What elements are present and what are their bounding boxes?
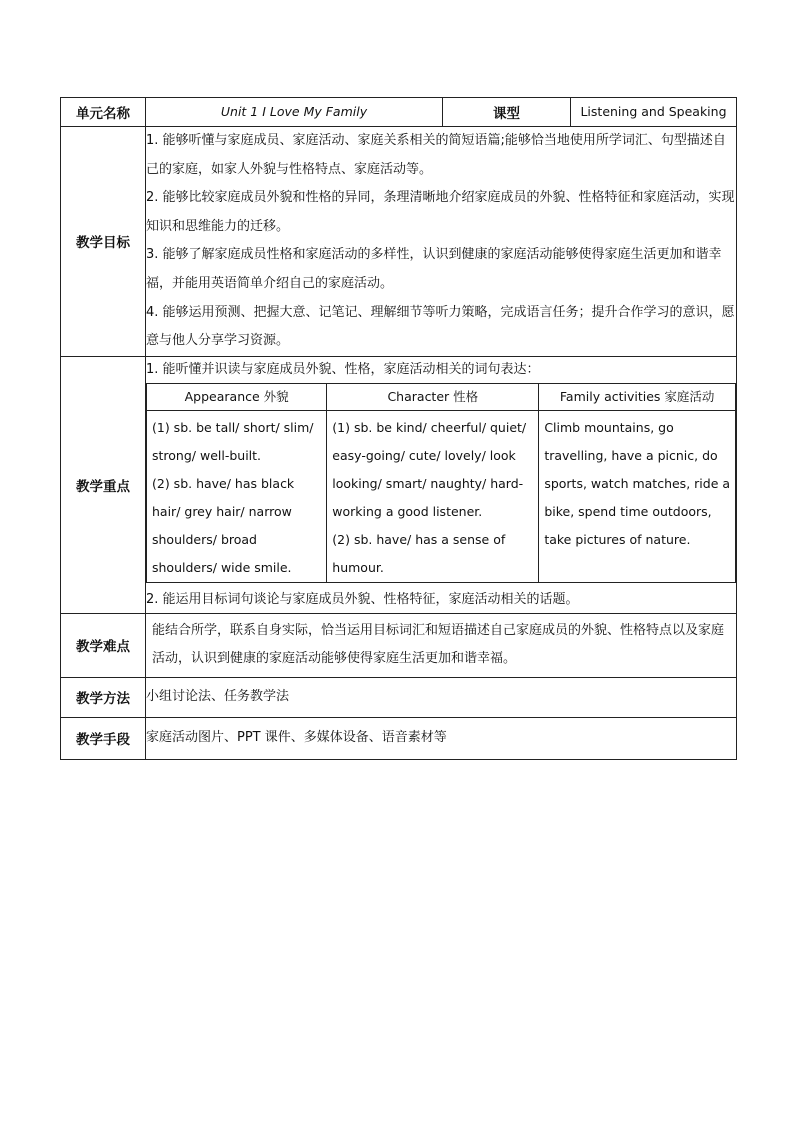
objectives-label: 教学目标 [61,127,146,357]
vocabulary-header-row [147,383,736,410]
objective-item: 3. 能够了解家庭成员性格和家庭活动的多样性，认识到健康的家庭活动能够使得家庭生活更加和谐幸福，并能用英语简单介绍自己的家庭活动。 [146,247,722,291]
vocabulary-body-row [147,410,736,582]
key-points-intro: 1. 能听懂并识读与家庭成员外貌、性格，家庭活动相关的词句表达： [146,361,540,377]
appearance-line: (1) sb. be tall/ short/ slim/ [152,419,314,435]
means-text: 家庭活动图片、PPT 课件、多媒体设备、语音素材等 [146,717,737,759]
character-line: (2) sb. have/ has a sense of [332,531,506,547]
character-line: easy-going/ cute/ lovely/ look [332,447,516,463]
activities-cell [539,410,736,582]
appearance-line: hair/ grey hair/ narrow [152,503,292,519]
activities-header: Family activities 家庭活动 [539,383,736,410]
unit-row [61,98,737,127]
method-text: 小组讨论法、任务教学法 [146,677,737,717]
objectives-row [61,127,737,357]
appearance-line: strong/ well-built. [152,447,262,463]
method-label: 教学方法 [61,677,146,717]
objective-item: 4. 能够运用预测、把握大意、记笔记、理解细节等听力策略，完成语言任务；提升合作学习的意识，愿意与他人分享学习资源。 [146,304,735,349]
appearance-line: shoulders/ wide smile. [152,559,292,575]
activities-line: take pictures of nature. [544,531,691,547]
character-line: humour. [332,559,384,575]
key-points-row [61,356,737,613]
key-points-outro: 2. 能运用目标词句谈论与家庭成员外貌、性格特征，家庭活动相关的话题。 [146,591,579,607]
key-points-label: 教学重点 [61,356,146,613]
appearance-line: (2) sb. have/ has black [152,475,295,491]
difficulty-row [61,613,737,677]
activities-line: Climb mountains, go [544,419,674,435]
character-line: looking/ smart/ naughty/ hard- [332,475,524,491]
activities-line: bike, spend time outdoors, [544,503,712,519]
activities-line: travelling, have a picnic, do [544,447,718,463]
difficulty-label: 教学难点 [61,613,146,677]
character-line: working a good listener. [332,503,483,519]
objectives-content [146,127,737,357]
unit-name-label: 单元名称 [61,98,146,127]
objective-item: 2. 能够比较家庭成员外貌和性格的异同，条理清晰地介绍家庭成员的外貌、性格特征和家庭活动，实现知识和思维能力的迁移。 [146,190,735,234]
means-row [61,717,737,759]
means-label: 教学手段 [61,717,146,759]
character-header: Character 性格 [327,383,539,410]
key-points-content [146,356,737,613]
appearance-line: shoulders/ broad [152,531,257,547]
method-row [61,677,737,717]
character-cell [327,410,539,582]
unit-name-value: Unit 1 I Love My Family [146,98,443,127]
lesson-type-label: 课型 [443,98,571,127]
activities-line: sports, watch matches, ride a [544,475,731,491]
objective-item: 1. 能够听懂与家庭成员、家庭活动、家庭关系相关的简短语篇;能够恰当地使用所学词汇、句型描述自己的家庭，如家人外貌与性格特点、家庭活动等。 [146,133,726,177]
vocabulary-table [146,383,736,583]
appearance-cell [147,410,327,582]
difficulty-text: 能结合所学，联系自身实际，恰当运用目标词汇和短语描述自己家庭成员的外貌、性格特点以及家庭活动，认识到健康的家庭活动能够使得家庭生活更加和谐幸福。 [146,613,737,677]
appearance-header: Appearance 外貌 [147,383,327,410]
character-line: (1) sb. be kind/ cheerful/ quiet/ [332,419,527,435]
lesson-plan-table [60,97,737,760]
lesson-type-value: Listening and Speaking [571,98,737,127]
